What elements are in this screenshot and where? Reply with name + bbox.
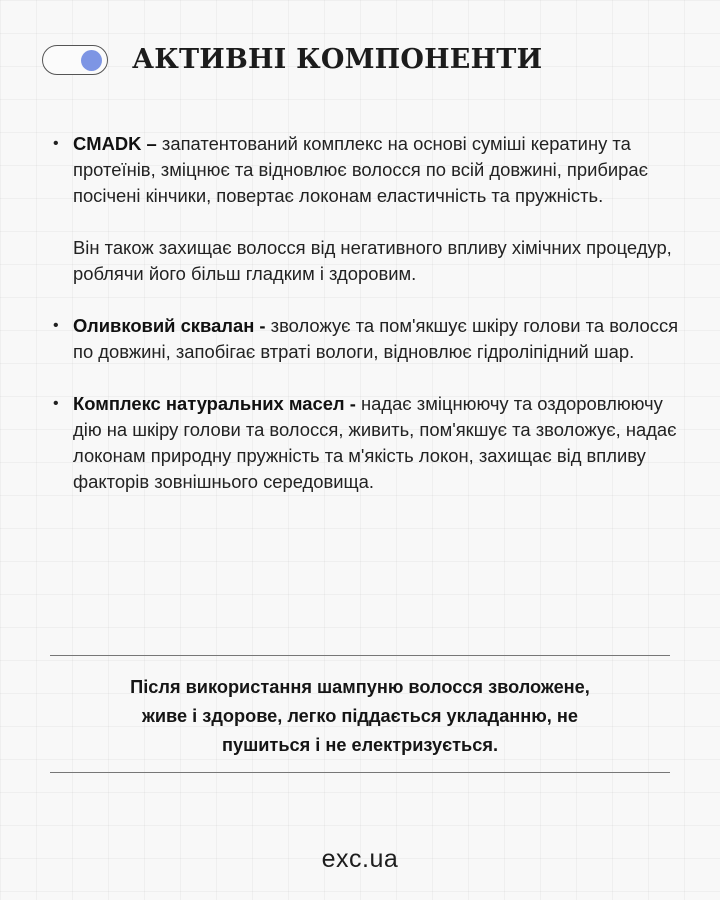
list-item-cmadk xyxy=(50,131,690,287)
item-paragraph: Він також захищає волосся від негативного впливу хімічних процедур, роблячи його більш гладким і здоровим. xyxy=(73,237,672,284)
bullet-icon: • xyxy=(53,395,59,412)
page-title: АКТИВНІ КОМПОНЕНТИ xyxy=(132,44,543,75)
item-title: CMADK – xyxy=(73,133,157,154)
divider-bottom xyxy=(50,772,670,773)
item-text: зволожує та пом'якшує шкіру голови та волосся по довжині, запобігає втраті вологи, відновлює гідроліпідний шар. xyxy=(73,315,679,362)
toggle-switch-icon xyxy=(42,45,108,75)
bullet-icon: • xyxy=(53,135,59,152)
list-item-squalane xyxy=(50,313,690,365)
summary-line: Після використання шампуню волосся зволожене, xyxy=(130,677,590,697)
list-item-oils xyxy=(50,391,690,495)
item-text: надає зміцнюючу та оздоровлюючу дію на шкіру голови та волосся, живить, пом'якшує та зволожує, надає локонам природну пружність та м'якість локон, захищає від впливу факторів зовнішнього середовища. xyxy=(73,393,677,492)
item-title: Комплекс натуральних масел - xyxy=(73,393,356,414)
item-paragraph xyxy=(73,391,690,495)
item-paragraph xyxy=(73,313,690,365)
bullet-icon: • xyxy=(53,317,59,334)
item-paragraph xyxy=(73,131,690,209)
summary-text xyxy=(50,673,670,760)
site-url: exc.ua xyxy=(321,845,399,873)
summary-line: живе і здорове, легко піддається укладанню, не xyxy=(141,706,579,726)
item-text: запатентований комплекс на основі суміші кератину та протеїнів, зміцнює та відновлює волосся по всій довжині, прибирає посічені кінчики, повертає локонам еластичність та пружність. xyxy=(73,133,649,206)
divider-top xyxy=(50,655,670,656)
toggle-knob xyxy=(81,50,102,71)
components-list xyxy=(50,131,690,495)
header xyxy=(42,44,542,75)
item-title: Оливковий сквалан - xyxy=(73,315,266,336)
summary-line: пушиться і не електризується. xyxy=(221,735,499,755)
